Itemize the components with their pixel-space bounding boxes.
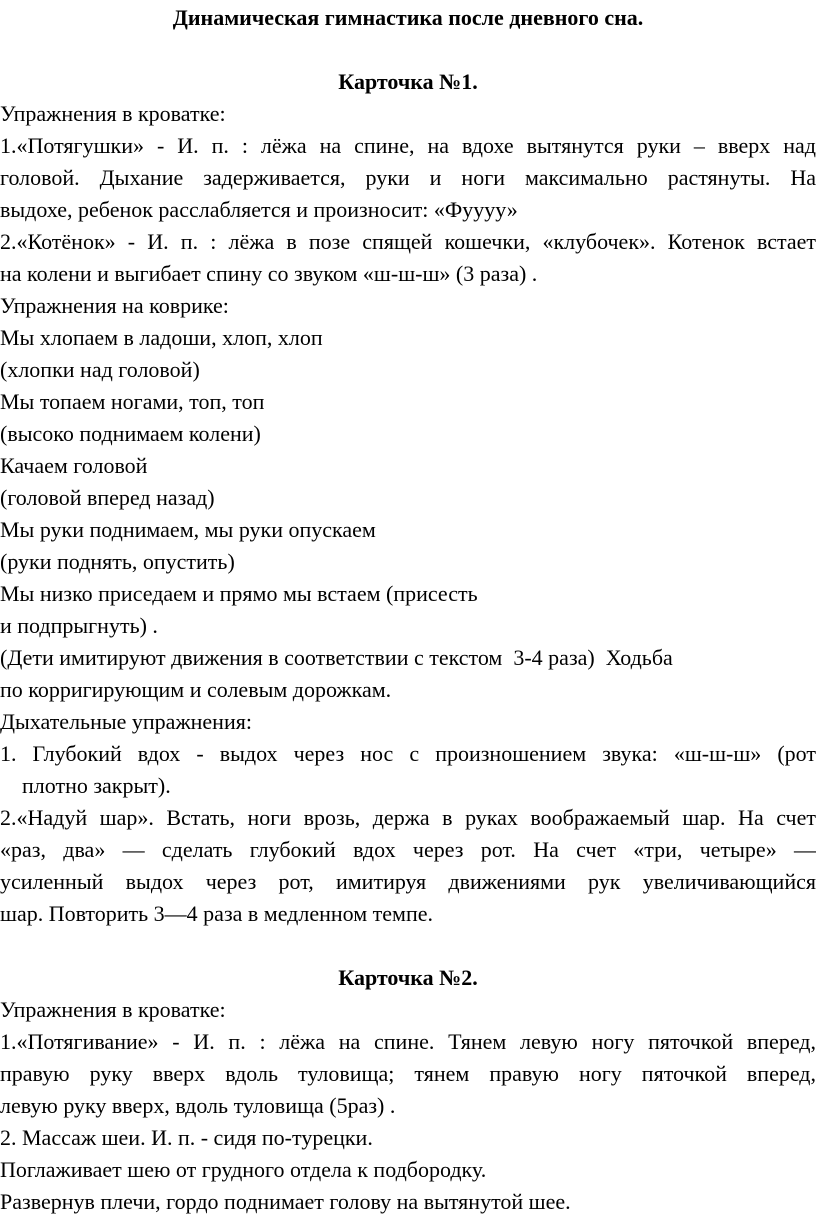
- card-2-exercise-2-line: 2. Массаж шеи. И. п. - сидя по-турецки.: [0, 1125, 373, 1150]
- poem-line: и подпрыгнуть) .: [0, 613, 158, 638]
- poem-line: Мы хлопаем в ладоши, хлоп, хлоп: [0, 325, 323, 350]
- poem-line: Мы топаем ногами, топ, топ: [0, 389, 265, 414]
- card-1-exercise-1-line: выдохе, ребенок расслабляется и произносит: «Фуууу»: [0, 197, 518, 222]
- poem-line: по корригирующим и солевым дорожкам.: [0, 677, 392, 702]
- card-1-breathing-heading: Дыхательные упражнения:: [0, 709, 252, 734]
- card-2-exercise-1-line: 1.«Потягивание» - И. п. : лёжа на спине. Тянем левую ногу пяточкой вперед,: [0, 1029, 816, 1054]
- card-1-exercise-1-line: 1.«Потягушки» - И. п. : лёжа на спине, на вдохе вытянутся руки – вверх над: [0, 133, 816, 158]
- card-1-exercise-1-line: головой. Дыхание задерживается, руки и ноги максимально растянуты. На: [0, 165, 816, 190]
- card-2-exercise-1-line: левую руку вверх, вдоль туловища (5раз) .: [0, 1093, 396, 1118]
- breathing-exercise-1-line: плотно закрыт).: [22, 773, 171, 798]
- poem-line: (хлопки над головой): [0, 357, 200, 382]
- card-2-bed-exercises-heading: Упражнения в кроватке:: [0, 997, 226, 1022]
- card-1-heading: Карточка №1.: [338, 69, 478, 94]
- card-2-exercise-2-line: Развернув плечи, гордо поднимает голову на вытянутой шее.: [0, 1189, 571, 1214]
- poem-line: (высоко поднимаем колени): [0, 421, 261, 446]
- document-title: Динамическая гимнастика после дневного сна.: [172, 5, 644, 30]
- poem-line: (руки поднять, опустить): [0, 549, 235, 574]
- card-1-exercise-2-line: 2.«Котёнок» - И. п. : лёжа в позе спящей кошечки, «клубочек». Котенок встает: [0, 229, 816, 254]
- poem-line: Мы низко приседаем и прямо мы встаем (присесть: [0, 581, 478, 606]
- breathing-exercise-1-line: 1. Глубокий вдох - выдох через нос с произношением звука: «ш-ш-ш» (рот: [0, 741, 816, 766]
- card-1-mat-exercises-heading: Упражнения на коврике:: [0, 293, 229, 318]
- breathing-exercise-2-line: шар. Повторить 3—4 раза в медленном темпе.: [0, 901, 434, 926]
- breathing-exercise-2-line: усиленный выдох через рот, имитируя движениями рук увеличивающийся: [0, 869, 816, 894]
- card-1-exercise-2-line: на колени и выгибает спину со звуком «ш-ш-ш» (3 раза) .: [0, 261, 538, 286]
- card-2-exercise-1-line: правую руку вверх вдоль туловища; тянем правую ногу пяточкой вперед,: [0, 1061, 816, 1086]
- card-1-bed-exercises-heading: Упражнения в кроватке:: [0, 101, 226, 126]
- card-2-heading: Карточка №2.: [338, 965, 478, 990]
- breathing-exercise-2-line: «раз, два» — сделать глубокий вдох через рот. На счет «три, четыре» —: [0, 837, 816, 862]
- poem-line: (головой вперед назад): [0, 485, 215, 510]
- poem-line: Мы руки поднимаем, мы руки опускаем: [0, 517, 376, 542]
- poem-line: (Дети имитируют движения в соответствии с текстом 3-4 раза) Ходьба: [0, 645, 673, 670]
- breathing-exercise-2-line: 2.«Надуй шар». Встать, ноги врозь, держа в руках воображаемый шар. На счет: [0, 805, 816, 830]
- poem-line: Качаем головой: [0, 453, 148, 478]
- card-2-exercise-2-line: Поглаживает шею от грудного отдела к подбородку.: [0, 1157, 487, 1182]
